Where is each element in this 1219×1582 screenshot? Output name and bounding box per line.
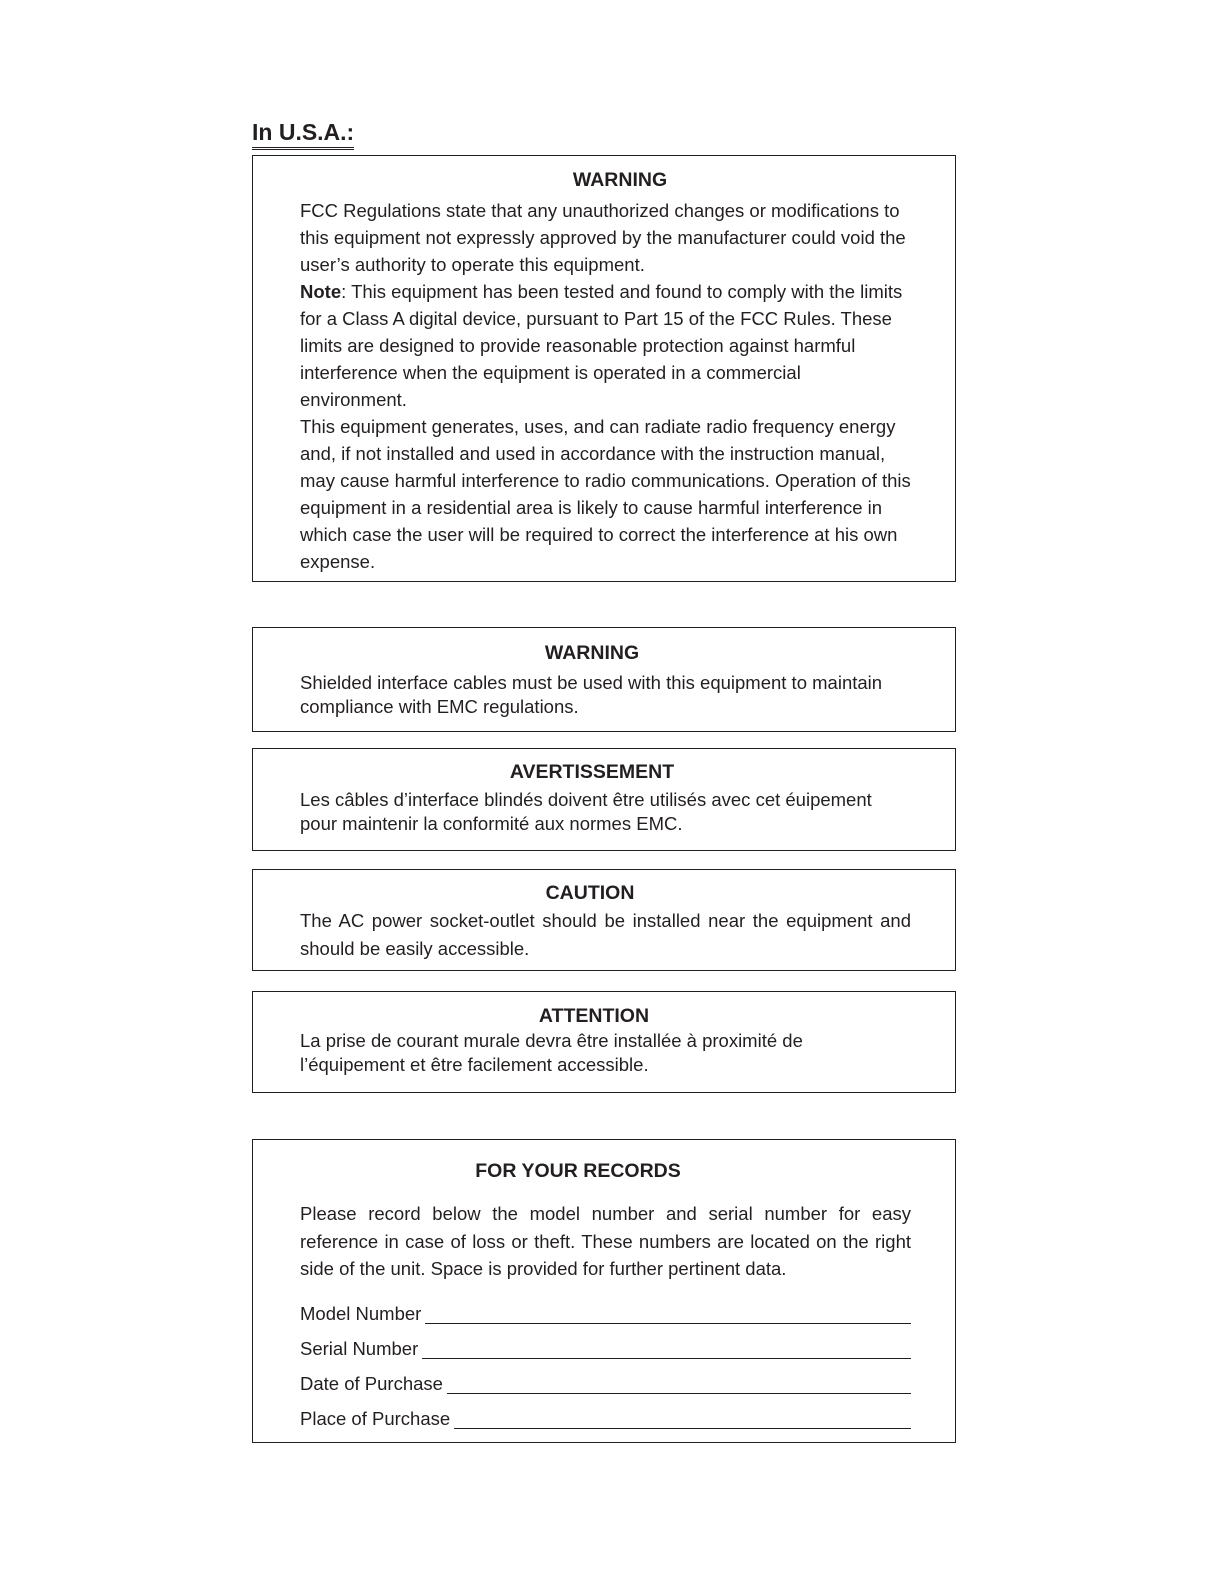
shielded-cables-warning-box [252,627,956,732]
records-body [300,1200,911,1430]
serial-number-blank[interactable] [422,1358,911,1359]
attention-text [300,1029,911,1077]
note-label: Note [300,281,342,302]
shielded-cables-warning-text: Shielded interface cables must be used with this equipment to maintain compliance with EMC regulations. [300,672,883,717]
model-number-label: Model Number [300,1302,422,1324]
avertissement-box [252,748,956,851]
attention-line-2: l’équipement et être facilement accessible. [300,1054,649,1075]
date-of-purchase-blank[interactable] [447,1393,911,1394]
fcc-regulations-paragraph: FCC Regulations state that any unauthorized changes or modifications to this equipment not expressly approved by the manufacturer could void the user’s authority to operate this equipment. [300,200,906,275]
fcc-note-paragraph [300,278,911,413]
place-of-purchase-label: Place of Purchase [300,1407,451,1429]
records-box [252,1139,956,1443]
fcc-warning-body [300,197,911,575]
attention-box [252,991,956,1093]
records-title: FOR YOUR RECORDS [475,1160,681,1182]
date-of-purchase-label: Date of Purchase [300,1372,443,1394]
fcc-warning-title: WARNING [572,169,668,191]
avertissement-title: AVERTISSEMENT [509,761,675,783]
serial-number-field[interactable] [300,1325,911,1360]
attention-title: ATTENTION [538,1005,650,1027]
avertissement-text: Les câbles d’interface blindés doivent être utilisés avec cet éuipement pour maintenir la conformité aux normes EMC. [300,789,872,834]
caution-text: The AC power socket-outlet should be installed near the equipment and should be easily accessible. [300,910,911,959]
serial-number-label: Serial Number [300,1337,419,1359]
records-intro: Please record below the model number and serial number for easy reference in case of loss or theft. These numbers are located on the right side of the unit. Space is provided for further pertinent data. [300,1203,911,1279]
page-heading: In U.S.A.: [252,118,354,150]
model-number-blank[interactable] [425,1323,911,1324]
note-text: : This equipment has been tested and found to comply with the limits for a Class A digital device, pursuant to Part 15 of the FCC Rules. These limits are designed to provide reasonable protection against harmful interference when the equipment is operated in a commercial environment. [300,281,903,410]
fcc-interference-paragraph: This equipment generates, uses, and can radiate radio frequency energy and, if not installed and used in accordance with the instruction manual, may cause harmful interference to radio communications. Operation of this equipment in a residential area is likely to cause harmful interference in which case the user will be required to correct the interference at his own expense. [300,416,911,572]
place-of-purchase-blank[interactable] [454,1428,911,1429]
fcc-warning-box [252,155,956,582]
place-of-purchase-field[interactable] [300,1395,911,1430]
caution-title: CAUTION [545,882,635,904]
attention-line-1: La prise de courant murale devra être installée à proximité de [300,1030,803,1051]
caution-box [252,869,956,971]
shielded-cables-warning-title: WARNING [544,642,640,664]
model-number-field[interactable] [300,1290,911,1325]
date-of-purchase-field[interactable] [300,1360,911,1395]
